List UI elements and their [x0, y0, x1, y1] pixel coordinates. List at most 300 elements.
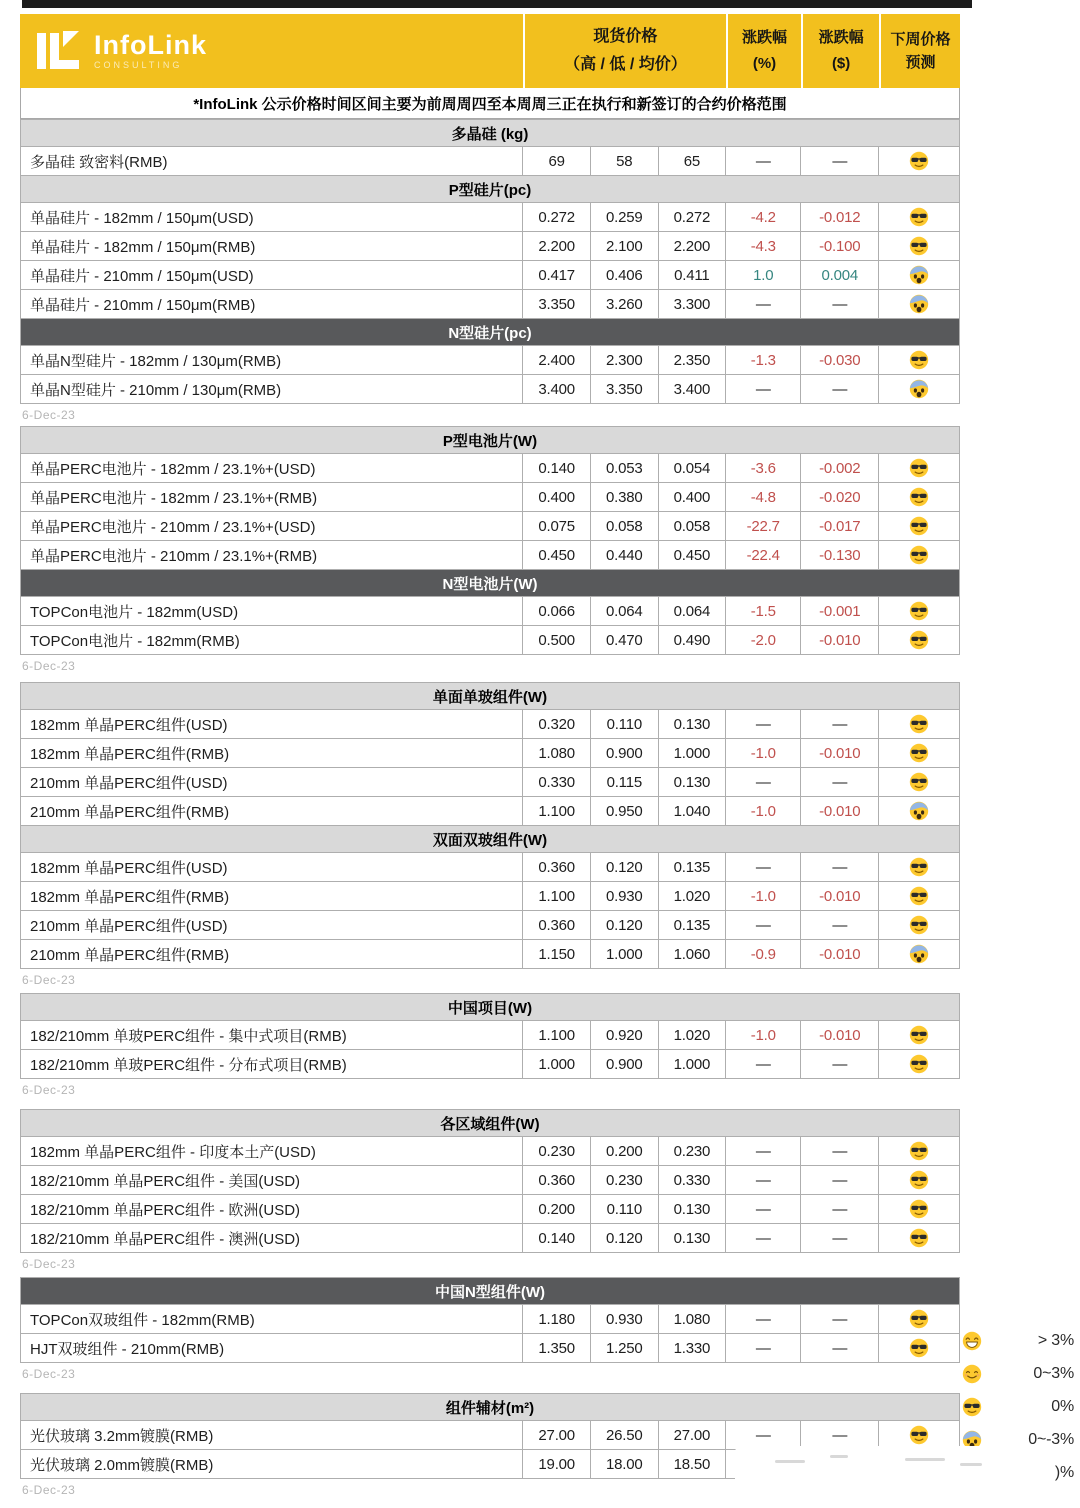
table-row [21, 454, 960, 483]
change-pct-cell: — [726, 1305, 801, 1334]
logo-text [94, 31, 207, 71]
forecast-cell [879, 483, 960, 512]
price-high-cell: 0.140 [523, 454, 591, 483]
forecast-cell [879, 541, 960, 570]
forecast-cell [879, 1334, 960, 1363]
price-avg-cell: 1.000 [658, 739, 726, 768]
change-usd-cell: — [801, 710, 879, 739]
label-cell: 单晶硅片 - 182mm / 150μm(USD) [21, 203, 523, 232]
change-pct-cell: -1.5 [726, 597, 801, 626]
price-high-cell: 0.230 [523, 1137, 591, 1166]
legend-label: 0~-3% [1028, 1431, 1074, 1448]
price-table [20, 1277, 960, 1363]
forecast-cell [879, 911, 960, 940]
price-low-cell: 58 [590, 147, 658, 176]
table-row [21, 261, 960, 290]
table-row [21, 853, 960, 882]
price-table-block [20, 1277, 960, 1383]
infolink-logo [20, 14, 523, 88]
forecast-sunglasses-face-icon [909, 237, 929, 254]
forecast-sunglasses-face-icon [909, 1055, 929, 1072]
forecast-cell [879, 710, 960, 739]
section-header: N型硅片(pc) [21, 319, 960, 346]
change-usd-cell: -0.130 [801, 541, 879, 570]
change-pct-cell: -3.6 [726, 454, 801, 483]
table-row [21, 232, 960, 261]
price-table-block [20, 119, 960, 424]
change-pct-cell: — [726, 911, 801, 940]
price-table [20, 119, 960, 404]
price-avg-cell: 0.130 [658, 710, 726, 739]
change-usd-cell: -0.012 [801, 203, 879, 232]
change-usd-cell: — [801, 1050, 879, 1079]
price-low-cell: 0.470 [590, 626, 658, 655]
label-cell: 210mm 单晶PERC组件(RMB) [21, 940, 523, 969]
forecast-cell [879, 1050, 960, 1079]
price-high-cell: 19.00 [523, 1450, 591, 1479]
forecast-sunglasses-face-icon [909, 1339, 929, 1356]
date-stamp: 6-Dec-23 [22, 1367, 76, 1381]
price-low-cell: 0.110 [590, 1195, 658, 1224]
forecast-cell [879, 203, 960, 232]
price-high-cell: 0.400 [523, 483, 591, 512]
label-cell: 单晶PERC电池片 - 182mm / 23.1%+(USD) [21, 454, 523, 483]
change-pct-cell: — [726, 375, 801, 404]
price-high-cell: 0.075 [523, 512, 591, 541]
change-pct-cell: -4.2 [726, 203, 801, 232]
watermark-smudge [960, 1463, 982, 1466]
price-avg-cell: 2.350 [658, 346, 726, 375]
change-pct-cell: — [726, 290, 801, 319]
label-cell: 182/210mm 单晶PERC组件 - 美国(USD) [21, 1166, 523, 1195]
price-avg-cell: 0.411 [658, 261, 726, 290]
price-low-cell: 0.120 [590, 1224, 658, 1253]
change-usd-cell: -0.020 [801, 483, 879, 512]
label-cell: 182mm 单晶PERC组件 - 印度本土产(USD) [21, 1137, 523, 1166]
change-pct-cell: — [726, 1166, 801, 1195]
label-cell: 182/210mm 单玻PERC组件 - 分布式项目(RMB) [21, 1050, 523, 1079]
forecast-cell [879, 797, 960, 826]
price-low-cell: 0.053 [590, 454, 658, 483]
price-tables [20, 119, 960, 1499]
date-stamp: 6-Dec-23 [22, 1483, 76, 1497]
change-pct-line2: (%) [752, 55, 777, 72]
section-header: P型电池片(W) [21, 427, 960, 454]
price-avg-cell: 1.020 [658, 1021, 726, 1050]
price-high-cell: 0.200 [523, 1195, 591, 1224]
change-usd-cell: -0.010 [801, 626, 879, 655]
price-avg-cell: 0.272 [658, 203, 726, 232]
table-row [21, 541, 960, 570]
price-low-cell: 2.100 [590, 232, 658, 261]
price-low-cell: 0.259 [590, 203, 658, 232]
forecast-cell [879, 232, 960, 261]
table-row [21, 768, 960, 797]
change-usd-cell: -0.030 [801, 346, 879, 375]
price-high-cell: 1.100 [523, 882, 591, 911]
label-cell: 182mm 单晶PERC组件(USD) [21, 710, 523, 739]
forecast-sunglasses-face-icon [909, 517, 929, 534]
price-avg-cell: 1.080 [658, 1305, 726, 1334]
change-pct-cell: -1.0 [726, 739, 801, 768]
table-row [21, 147, 960, 176]
price-avg-cell: 0.135 [658, 853, 726, 882]
change-pct-cell: -22.7 [726, 512, 801, 541]
forecast-sunglasses-face-icon [909, 1171, 929, 1188]
price-high-cell: 0.360 [523, 853, 591, 882]
change-pct-cell: — [726, 1334, 801, 1363]
price-avg-cell: 0.130 [658, 1195, 726, 1224]
price-avg-cell: 0.400 [658, 483, 726, 512]
table-row [21, 1195, 960, 1224]
spot-price-line1: 现货价格 [593, 28, 658, 45]
table-row [21, 1050, 960, 1079]
price-low-cell: 0.930 [590, 882, 658, 911]
forecast-cell [879, 626, 960, 655]
forecast-scream-face-icon [909, 945, 929, 962]
label-cell: 单晶N型硅片 - 210mm / 130μm(RMB) [21, 375, 523, 404]
legend-label: 0% [1051, 1398, 1074, 1415]
price-table [20, 1109, 960, 1253]
price-low-cell: 0.950 [590, 797, 658, 826]
table-row [21, 797, 960, 826]
price-low-cell: 0.200 [590, 1137, 658, 1166]
infolink-logo-mark-icon [36, 28, 82, 74]
section-header: N型电池片(W) [21, 570, 960, 597]
price-table-block [20, 682, 960, 989]
price-avg-cell: 2.200 [658, 232, 726, 261]
change-pct-cell: — [726, 710, 801, 739]
forecast-cell [879, 290, 960, 319]
forecast-scream-face-icon [909, 802, 929, 819]
table-row [21, 375, 960, 404]
change-usd-cell: — [801, 1305, 879, 1334]
section-header: 多晶硅 (kg) [21, 120, 960, 147]
change-pct-cell: — [726, 1050, 801, 1079]
price-low-cell: 0.058 [590, 512, 658, 541]
table-row [21, 597, 960, 626]
legend-sunglasses-face-icon [962, 1397, 982, 1417]
forecast-sunglasses-face-icon [909, 1142, 929, 1159]
price-high-cell: 69 [523, 147, 591, 176]
forecast-sunglasses-face-icon [909, 631, 929, 648]
table-row [21, 346, 960, 375]
forecast-sunglasses-face-icon [909, 1229, 929, 1246]
table-row [21, 1224, 960, 1253]
change-usd-line1: 涨跌幅 [818, 28, 864, 46]
price-low-cell: 2.300 [590, 346, 658, 375]
price-high-cell: 27.00 [523, 1421, 591, 1450]
date-stamp: 6-Dec-23 [22, 659, 76, 673]
price-avg-cell: 65 [658, 147, 726, 176]
section-header: 组件辅材(m²) [21, 1394, 960, 1421]
watermark-smudge [830, 1455, 848, 1458]
forecast-cell [879, 1137, 960, 1166]
price-high-cell: 3.350 [523, 290, 591, 319]
forecast-sunglasses-face-icon [909, 208, 929, 225]
label-cell: TOPCon电池片 - 182mm(USD) [21, 597, 523, 626]
change-pct-cell: -1.0 [726, 882, 801, 911]
forecast-cell [879, 1224, 960, 1253]
price-table [20, 426, 960, 655]
table-row [21, 1305, 960, 1334]
price-high-cell: 2.400 [523, 346, 591, 375]
legend-blush-smile-face-icon [962, 1364, 982, 1384]
label-cell: 182mm 单晶PERC组件(RMB) [21, 739, 523, 768]
change-pct-cell: — [726, 853, 801, 882]
label-cell: 210mm 单晶PERC组件(USD) [21, 768, 523, 797]
forecast-scream-face-icon [909, 380, 929, 397]
legend-grin-face-icon [962, 1331, 982, 1351]
change-usd-cell: -0.100 [801, 232, 879, 261]
change-pct-cell: 1.0 [726, 261, 801, 290]
legend-label: > 3% [1037, 1332, 1074, 1349]
forecast-cell [879, 1195, 960, 1224]
forecast-cell [879, 1166, 960, 1195]
forecast-cell [879, 768, 960, 797]
price-avg-cell: 3.400 [658, 375, 726, 404]
forecast-cell [879, 940, 960, 969]
section-header: 双面双玻组件(W) [21, 826, 960, 853]
change-pct-cell: — [726, 1195, 801, 1224]
label-cell: 单晶PERC电池片 - 182mm / 23.1%+(RMB) [21, 483, 523, 512]
watermark-blob [952, 1452, 1034, 1490]
column-header-change-pct [726, 14, 801, 88]
price-avg-cell: 1.020 [658, 882, 726, 911]
forecast-sunglasses-face-icon [909, 1026, 929, 1043]
price-avg-cell: 1.040 [658, 797, 726, 826]
price-high-cell: 1.100 [523, 1021, 591, 1050]
label-cell: TOPCon双玻组件 - 182mm(RMB) [21, 1305, 523, 1334]
price-high-cell: 0.360 [523, 1166, 591, 1195]
price-high-cell: 1.100 [523, 797, 591, 826]
forecast-sunglasses-face-icon [909, 351, 929, 368]
price-avg-cell: 0.130 [658, 1224, 726, 1253]
section-header: 中国N型组件(W) [21, 1278, 960, 1305]
label-cell: 182mm 单晶PERC组件(USD) [21, 853, 523, 882]
legend-item [962, 1364, 1074, 1384]
label-cell: 182/210mm 单玻PERC组件 - 集中式项目(RMB) [21, 1021, 523, 1050]
price-low-cell: 18.00 [590, 1450, 658, 1479]
forecast-sunglasses-face-icon [909, 916, 929, 933]
forecast-line1: 下周价格 [890, 30, 951, 48]
price-high-cell: 2.200 [523, 232, 591, 261]
price-low-cell: 0.406 [590, 261, 658, 290]
forecast-cell [879, 882, 960, 911]
price-low-cell: 0.900 [590, 739, 658, 768]
price-avg-cell: 1.330 [658, 1334, 726, 1363]
price-high-cell: 3.400 [523, 375, 591, 404]
change-pct-cell: -4.3 [726, 232, 801, 261]
date-stamp: 6-Dec-23 [22, 1257, 76, 1271]
change-usd-cell: -0.010 [801, 739, 879, 768]
price-avg-cell: 0.230 [658, 1137, 726, 1166]
label-cell: 210mm 单晶PERC组件(USD) [21, 911, 523, 940]
forecast-sunglasses-face-icon [909, 1200, 929, 1217]
price-avg-cell: 0.450 [658, 541, 726, 570]
price-avg-cell: 0.054 [658, 454, 726, 483]
price-low-cell: 1.250 [590, 1334, 658, 1363]
label-cell: 182/210mm 单晶PERC组件 - 欧洲(USD) [21, 1195, 523, 1224]
forecast-cell [879, 261, 960, 290]
section-header: P型硅片(pc) [21, 176, 960, 203]
change-pct-cell: — [726, 1137, 801, 1166]
price-avg-cell: 18.50 [658, 1450, 726, 1479]
table-row [21, 483, 960, 512]
price-high-cell: 1.350 [523, 1334, 591, 1363]
label-cell: 182mm 单晶PERC组件(RMB) [21, 882, 523, 911]
column-header-change-usd [801, 14, 879, 88]
change-usd-cell: -0.002 [801, 454, 879, 483]
price-table [20, 682, 960, 969]
forecast-cell [879, 512, 960, 541]
table-row [21, 710, 960, 739]
label-cell: 光伏玻璃 3.2mm镀膜(RMB) [21, 1421, 523, 1450]
change-usd-cell: — [801, 290, 879, 319]
change-usd-cell: 0.004 [801, 261, 879, 290]
date-stamp: 6-Dec-23 [22, 1083, 76, 1097]
change-pct-cell: — [726, 1224, 801, 1253]
change-usd-cell: — [801, 375, 879, 404]
price-avg-cell: 0.490 [658, 626, 726, 655]
forecast-sunglasses-face-icon [909, 773, 929, 790]
price-low-cell: 0.110 [590, 710, 658, 739]
price-avg-cell: 0.064 [658, 597, 726, 626]
table-row [21, 203, 960, 232]
price-high-cell: 0.140 [523, 1224, 591, 1253]
forecast-cell [879, 375, 960, 404]
change-usd-cell: — [801, 1137, 879, 1166]
header-banner [20, 14, 960, 88]
forecast-sunglasses-face-icon [909, 744, 929, 761]
label-cell: 210mm 单晶PERC组件(RMB) [21, 797, 523, 826]
table-row [21, 1334, 960, 1363]
price-low-cell: 26.50 [590, 1421, 658, 1450]
label-cell: TOPCon电池片 - 182mm(RMB) [21, 626, 523, 655]
forecast-scream-face-icon [909, 266, 929, 283]
change-pct-cell: -0.9 [726, 940, 801, 969]
label-cell: 多晶硅 致密料(RMB) [21, 147, 523, 176]
change-usd-cell: -0.010 [801, 1021, 879, 1050]
change-usd-cell: -0.010 [801, 882, 879, 911]
date-stamp: 6-Dec-23 [22, 408, 76, 422]
change-usd-cell: -0.017 [801, 512, 879, 541]
price-low-cell: 1.000 [590, 940, 658, 969]
price-high-cell: 0.360 [523, 911, 591, 940]
label-cell: 光伏玻璃 2.0mm镀膜(RMB) [21, 1450, 523, 1479]
price-table [20, 993, 960, 1079]
table-row [21, 1137, 960, 1166]
change-pct-line1: 涨跌幅 [742, 28, 788, 46]
price-avg-cell: 1.000 [658, 1050, 726, 1079]
change-pct-cell: -1.0 [726, 797, 801, 826]
forecast-sunglasses-face-icon [909, 1310, 929, 1327]
change-pct-cell: — [726, 768, 801, 797]
price-low-cell: 0.120 [590, 853, 658, 882]
label-cell: 182/210mm 单晶PERC组件 - 澳洲(USD) [21, 1224, 523, 1253]
price-high-cell: 0.320 [523, 710, 591, 739]
label-cell: 单晶N型硅片 - 182mm / 130μm(RMB) [21, 346, 523, 375]
price-low-cell: 0.920 [590, 1021, 658, 1050]
forecast-cell [879, 1305, 960, 1334]
forecast-sunglasses-face-icon [909, 459, 929, 476]
change-pct-cell: -22.4 [726, 541, 801, 570]
change-usd-cell: — [801, 1195, 879, 1224]
change-pct-cell: -1.0 [726, 1021, 801, 1050]
price-avg-cell: 3.300 [658, 290, 726, 319]
price-high-cell: 1.080 [523, 739, 591, 768]
price-high-cell: 0.066 [523, 597, 591, 626]
section-header: 单面单玻组件(W) [21, 683, 960, 710]
table-row [21, 882, 960, 911]
watermark-smudge [775, 1460, 805, 1463]
price-high-cell: 0.450 [523, 541, 591, 570]
price-low-cell: 0.440 [590, 541, 658, 570]
change-usd-cell: -0.010 [801, 797, 879, 826]
forecast-sunglasses-face-icon [909, 152, 929, 169]
table-row [21, 911, 960, 940]
logo-subtitle: CONSULTING [94, 60, 183, 71]
price-period-note: *InfoLink 公示价格时间区间主要为前周周四至本周周三正在执行和新签订的合约价格范围 [20, 88, 960, 119]
table-row [21, 739, 960, 768]
logo-brand: InfoLink [94, 30, 207, 61]
change-usd-cell: — [801, 1421, 879, 1450]
section-header: 中国项目(W) [21, 994, 960, 1021]
price-high-cell: 1.180 [523, 1305, 591, 1334]
price-table-block [20, 426, 960, 675]
column-header-spot-price [523, 14, 726, 88]
price-high-cell: 0.330 [523, 768, 591, 797]
legend-item [962, 1331, 1074, 1351]
price-avg-cell: 0.130 [658, 768, 726, 797]
price-avg-cell: 0.058 [658, 512, 726, 541]
price-low-cell: 0.230 [590, 1166, 658, 1195]
change-pct-cell: -2.0 [726, 626, 801, 655]
table-row [21, 1166, 960, 1195]
price-high-cell: 1.150 [523, 940, 591, 969]
spot-price-line2: （高 / 低 / 均价） [564, 56, 687, 73]
price-high-cell: 0.500 [523, 626, 591, 655]
forecast-sunglasses-face-icon [909, 1426, 929, 1443]
price-low-cell: 0.064 [590, 597, 658, 626]
price-low-cell: 3.350 [590, 375, 658, 404]
forecast-sunglasses-face-icon [909, 546, 929, 563]
price-low-cell: 0.380 [590, 483, 658, 512]
section-header: 各区域组件(W) [21, 1110, 960, 1137]
price-high-cell: 0.417 [523, 261, 591, 290]
change-pct-cell: — [726, 1421, 801, 1450]
top-black-bar [22, 0, 972, 8]
price-low-cell: 0.120 [590, 911, 658, 940]
label-cell: 单晶PERC电池片 - 210mm / 23.1%+(USD) [21, 512, 523, 541]
change-usd-cell: -0.010 [801, 940, 879, 969]
price-low-cell: 0.900 [590, 1050, 658, 1079]
label-cell: 单晶硅片 - 210mm / 150μm(USD) [21, 261, 523, 290]
legend-label: 0~3% [1033, 1365, 1074, 1382]
price-low-cell: 3.260 [590, 290, 658, 319]
table-row [21, 940, 960, 969]
change-usd-cell: — [801, 1224, 879, 1253]
label-cell: 单晶硅片 - 182mm / 150μm(RMB) [21, 232, 523, 261]
change-usd-cell: -0.001 [801, 597, 879, 626]
watermark-smudge [905, 1458, 945, 1461]
table-row [21, 1021, 960, 1050]
change-usd-cell: — [801, 768, 879, 797]
forecast-sunglasses-face-icon [909, 715, 929, 732]
forecast-sunglasses-face-icon [909, 488, 929, 505]
forecast-cell [879, 454, 960, 483]
change-pct-cell: — [726, 147, 801, 176]
